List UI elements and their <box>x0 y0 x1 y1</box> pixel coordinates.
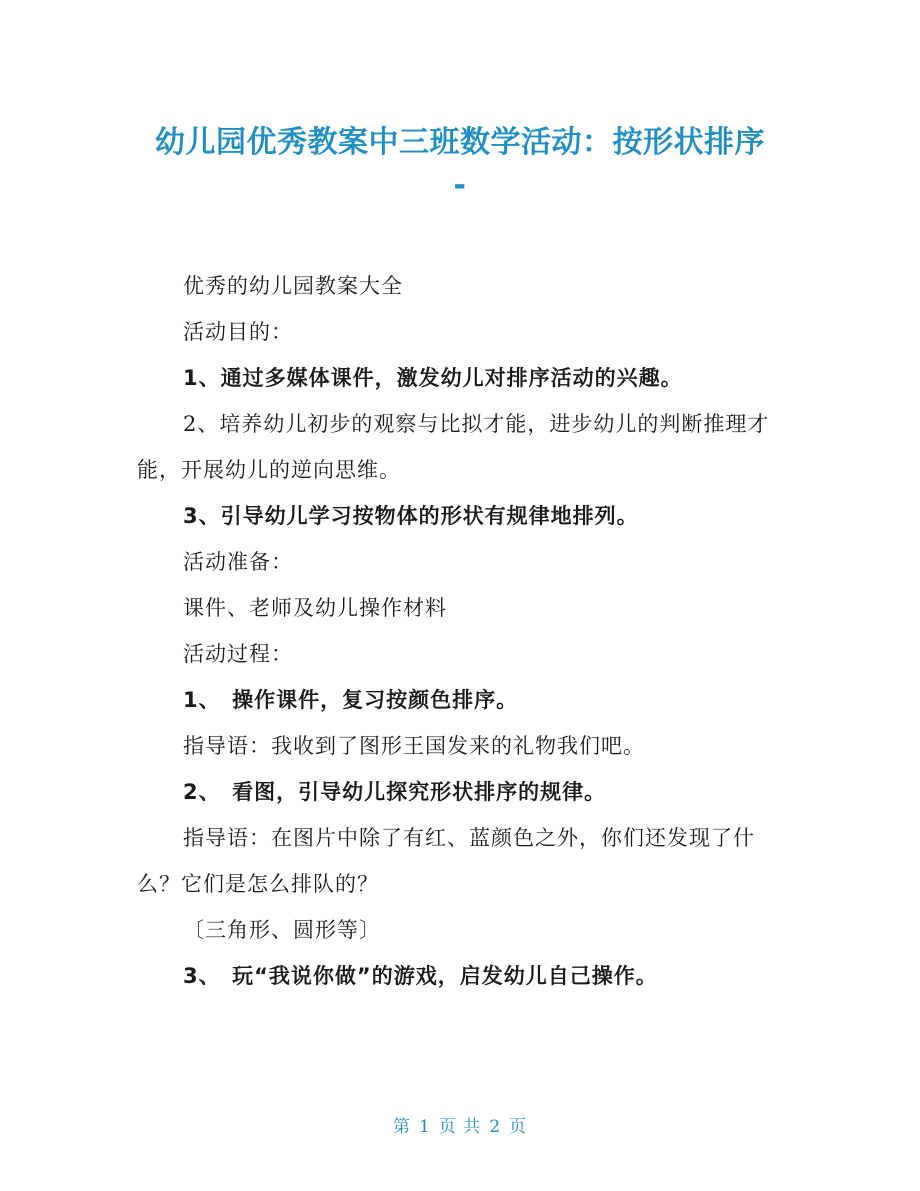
paragraph: 活动过程： <box>183 642 293 666</box>
paragraph: 指导语：在图片中除了有红、蓝颜色之外，你们还发现了什么？它们是怎么排队的？ <box>137 826 755 896</box>
paragraph: 指导语：我收到了图形王国发来的礼物我们吧。 <box>183 734 645 758</box>
paragraph: 3、引导幼儿学习按物体的形状有规律地排列。 <box>183 504 639 528</box>
footer-current-page: 1 <box>418 1117 431 1137</box>
paragraph: 2、 看图，引导幼儿探究形状排序的规律。 <box>183 780 607 804</box>
paragraph: 〔三角形、圆形等〕 <box>183 918 381 942</box>
footer-mid: 页 共 <box>438 1117 482 1137</box>
paragraph: 活动目的： <box>183 320 293 344</box>
document-title-continuation: - <box>453 168 467 203</box>
paragraph: 2、培养幼儿初步的观察与比拟才能，进步幼儿的判断推理才能，开展幼儿的逆向思维。 <box>137 412 770 482</box>
paragraph: 1、 操作课件，复习按颜色排序。 <box>183 688 519 712</box>
footer-prefix: 第 <box>392 1117 411 1137</box>
document-body <box>137 263 787 999</box>
footer-total-pages: 2 <box>489 1117 502 1137</box>
paragraph: 活动准备： <box>183 550 293 574</box>
paragraph: 课件、老师及幼儿操作材料 <box>183 596 447 620</box>
paragraph: 3、 玩“我说你做”的游戏，启发幼儿自己操作。 <box>183 964 658 988</box>
footer-suffix: 页 <box>509 1117 528 1137</box>
paragraph: 优秀的幼儿园教案大全 <box>183 274 403 298</box>
paragraph: 1、通过多媒体课件，激发幼儿对排序活动的兴趣。 <box>183 366 683 390</box>
document-title: 幼儿园优秀教案中三班数学活动：按形状排序 <box>155 125 765 160</box>
page-footer <box>0 1112 920 1137</box>
